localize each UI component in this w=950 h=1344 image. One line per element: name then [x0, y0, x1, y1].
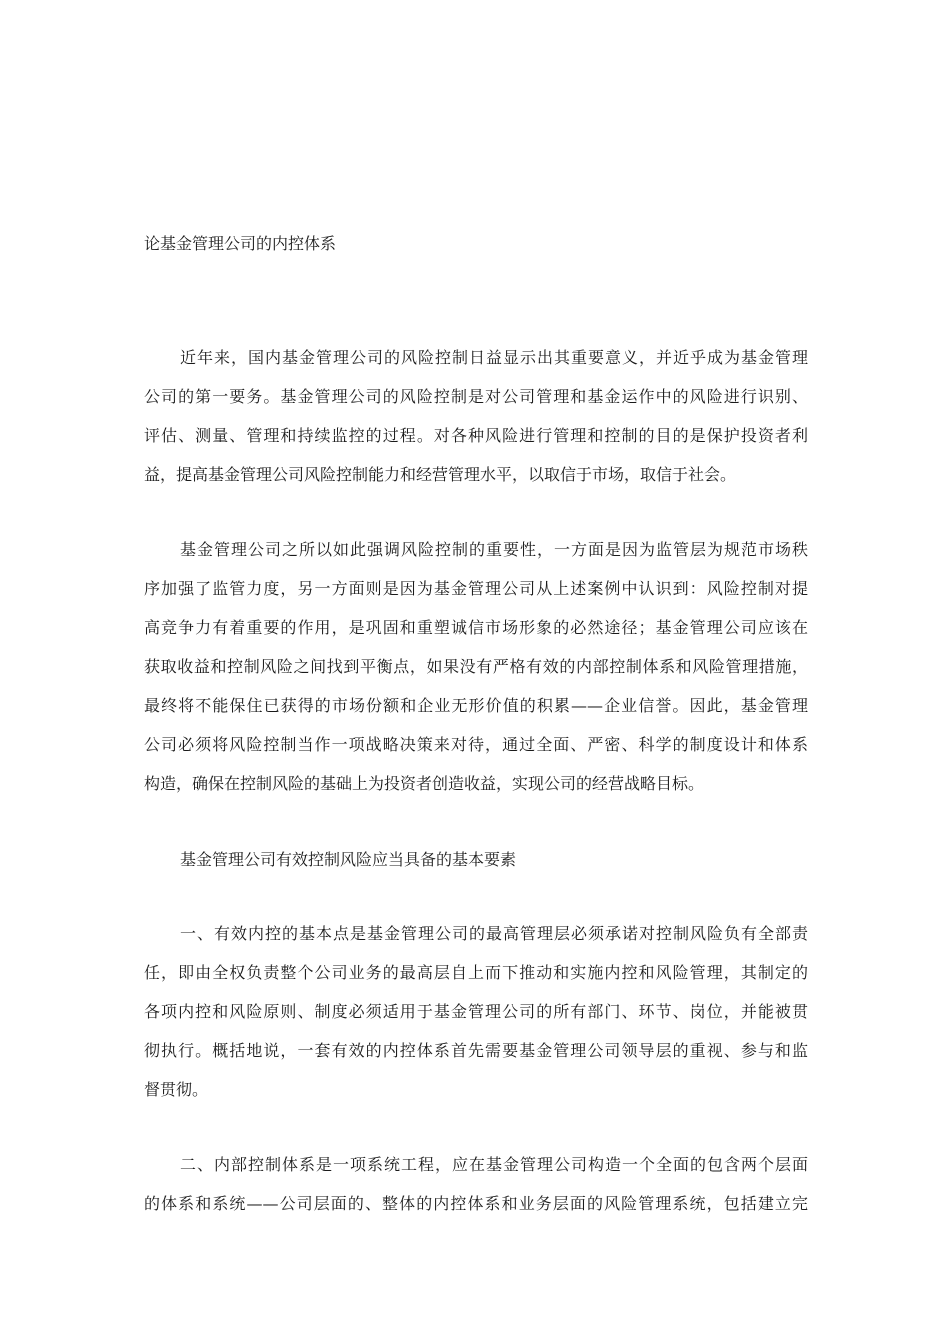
- paragraph-line: 最终将不能保住已获得的市场份额和企业无形价值的积累——企业信誉。因此，基金管理: [144, 696, 808, 715]
- paragraph-4: [144, 1153, 808, 1231]
- paragraph-line: 公司的第一要务。基金管理公司的风险控制是对公司管理和基金运作中的风险进行识别、: [144, 387, 808, 406]
- paragraph-line: 二、内部控制体系是一项系统工程，应在基金管理公司构造一个全面的包含两个层面: [180, 1155, 808, 1174]
- paragraph-line: 序加强了监管力度，另一方面则是因为基金管理公司从上述案例中认识到：风险控制对提: [144, 579, 808, 598]
- paragraph-line: 的体系和系统——公司层面的、整体的内控体系和业务层面的风险管理系统，包括建立完: [144, 1194, 808, 1213]
- paragraph-line: 彻执行。概括地说，一套有效的内控体系首先需要基金管理公司领导层的重视、参与和监: [144, 1041, 808, 1060]
- paragraph-line: 获取收益和控制风险之间找到平衡点，如果没有严格有效的内部控制体系和风险管理措施，: [144, 657, 808, 676]
- paragraph-line: 评估、测量、管理和持续监控的过程。对各种风险进行管理和控制的目的是保护投资者利: [144, 426, 808, 445]
- paragraph-3: [144, 922, 808, 1117]
- paragraph-line: 基金管理公司之所以如此强调风险控制的重要性，一方面是因为监管层为规范市场秩: [180, 540, 808, 559]
- paragraph-line: 益，提高基金管理公司风险控制能力和经营管理水平，以取信于市场，取信于社会。: [144, 465, 737, 484]
- paragraph-1: [144, 346, 808, 502]
- paragraph-line: 近年来，国内基金管理公司的风险控制日益显示出其重要意义，并近乎成为基金管理: [180, 348, 808, 367]
- paragraph-line: 任，即由全权负责整个公司业务的最高层自上而下推动和实施内控和风险管理，其制定的: [144, 963, 808, 982]
- paragraph-line: 督贯彻。: [144, 1080, 209, 1099]
- paragraph-line: 公司必须将风险控制当作一项战略决策来对待，通过全面、严密、科学的制度设计和体系: [144, 735, 808, 754]
- paragraph-line: 各项内控和风险原则、制度必须适用于基金管理公司的所有部门、环节、岗位，并能被贯: [144, 1002, 808, 1021]
- paragraph-line: 高竞争力有着重要的作用，是巩固和重塑诚信市场形象的必然途径；基金管理公司应该在: [144, 618, 808, 637]
- section-heading: 基金管理公司有效控制风险应当具备的基本要素: [180, 850, 517, 869]
- paragraph-line: 构造，确保在控制风险的基础上为投资者创造收益，实现公司的经营战略目标。: [144, 774, 705, 793]
- paragraph-2: [144, 538, 808, 811]
- paragraph-line: 一、有效内控的基本点是基金管理公司的最高管理层必须承诺对控制风险负有全部责: [180, 924, 808, 943]
- document-title: 论基金管理公司的内控体系: [144, 234, 337, 253]
